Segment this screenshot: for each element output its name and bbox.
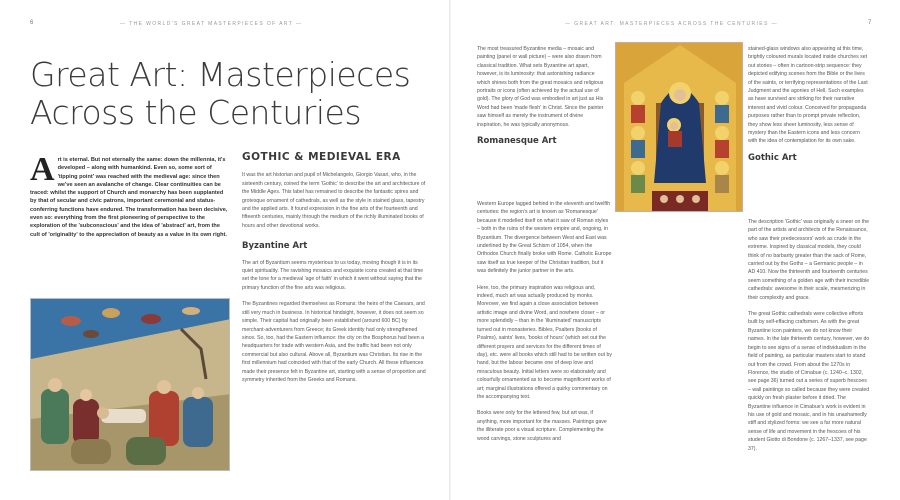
gothic-paragraph-2: The great Gothic cathedrals were collective efforts built by self-effacing craftsmen. As with the great Byzantine icon painters, we do not know their names. In the late thirteenth century, however, we do begin to see signs of a sense of individualism in the field of painting, as particular masters start to stand out from the crowd. From about the 1270s in Florence, the studio of Cimabue (c. 1240–c. 1302, see page 36) turned out a series of superb frescoes – wall paintings so called because they were created quickly on fresh plaster before it dried. The Byzantine influence in Cimabue's work is evident in his use of gold and mosaic, and in his unashamedly stiff and stylized forms: we see a far more natural sense of life and movement in the frescoes of his student Giotto di Bondone (c. 1267–1337, see page 37). <box>748 311 870 452</box>
gothic-medieval-paragraph: It was the art historian and pupil of Michelangelo, Giorgio Vasari, who, in the sixteenth century, coined the term 'Gothic' to describe the art and architecture of the Middle Ages. This label has remained to describe the fantastic spires and grotesque ornament of cathedrals, as well as the style in stained glass, tapestry and the applied arts. It found expression in the fine arts of the fourteenth and fifteenth centuries, mainly through the medium of the richly illuminated books of hours and other devotional works. <box>242 172 426 229</box>
byzantine-media-paragraph: The most treasured Byzantine media – mosaic and painting (panel or wall picture) – were also drawn from classical tradition. What sets Byzantine art apart, however, is its luminosity: that astonishing radiance which shines both from the great mosaics and religious portraits or icons (often achieved by the actual use of gold). The glory of God was embodied in art just as His Word had been 'made flesh' in Christ. Since the painter saw himself as merely the instrument of divine inspiration, he was typically anonymous. <box>477 46 604 128</box>
lamentation-painting-image <box>31 299 230 471</box>
section-heading-byzantine: Byzantine Art <box>242 241 308 252</box>
book-gutter <box>449 0 451 500</box>
page-title <box>30 56 430 132</box>
right-column-2-lower <box>624 218 870 461</box>
gothic-paragraph-1: The description 'Gothic' was originally a sneer on the part of the artists and architects of the Renaissance, who saw their predecessors' work as crude in the extreme. Inspired by classical models, they could think of no barbarity greater than the sack of Rome, carried out by the Goths – a Germanic people – in AD 410. Now the thirteenth and fourteenth centuries seem something of a golden age with their incredible cathedrals: awesome in their scale, mesmerizing in their complexity and grace. <box>748 219 870 301</box>
title-line-1: Great Art: Masterpieces <box>30 55 411 94</box>
section-heading-romanesque: Romanesque Art <box>477 136 557 147</box>
running-head-left: — THE WORLD'S GREAT MASTERPIECES OF ART — <box>120 21 303 27</box>
drop-cap: A <box>30 151 55 188</box>
lamentation-painting <box>30 298 230 471</box>
romanesque-paragraph-2: Here, too, the primary inspiration was religious and, indeed, much art was actually produced by monks. Moreover, we find again a close association between artistic image and divine Word, and nowhere closer – or more splendidly – than in the 'illuminated' manuscripts turned out in monasteries. Bibles, Psalters (books of Psalms), saints' lives, 'books of hours' (which set out the different prayers and services for the different times of day), etc. were all books which still had to be written out by hand, but the labour became one of deep love and miraculous beauty. Initial letters were so elaborately and colourfully ornamented as to become magnificent works of art; marginal illustrations offered a quirky commentary on the accompanying text. <box>477 284 612 400</box>
section-heading-gothic: Gothic Art <box>748 152 797 163</box>
byzantine-paragraph-2: The Byzantines regarded themselves as Romans: the heirs of the Caesars, and still very much in business. In historical hindsight, however, it does not seem so simple. Their capital had originally been established (around 600 BC) by merchant-adventurers from Greece; its Greek identity had only strengthened since. So, too, had the Eastern influence: the city on the Bosphorus had been a headquarters for trade with western Asia, and the traffic had been not only commercial but also cultural. Above all, Byzantium was Christian. Its rise in the first millennium had coincided with that of the early Church. All these influences made their presence felt in Byzantine art, starting with a sense of proportion and symmetry inherited from the Greeks and Romans. <box>242 301 426 383</box>
section-heading-gothic-medieval: GOTHIC & MEDIEVAL ERA <box>242 151 401 163</box>
page-number-left: 6 <box>30 20 34 26</box>
madonna-painting-image <box>616 43 743 212</box>
romanesque-paragraph-3: Books were only for the lettered few, but art was, if anything, more important for the masses. Paintings gave the illiterate poor a visual scripture. Complementing the wood carvings, stone sculptures and <box>477 410 607 442</box>
madonna-painting <box>615 42 743 212</box>
romanesque-paragraph-1: Western Europe lagged behind in the eleventh and twelfth centuries: the region's art is known as 'Romanesque' because it modelled itself on what it saw of Roman styles – both in the ruins of the western empire and, ongoing, in Byzantium. The divergence between West and East was underlined by the Great Schism of 1054, when the Orthodox Church finally broke with Rome. Catholic Europe saw itself as true keeper of the Christian tradition, but it was definitely the junior partner in the arts. <box>477 201 612 275</box>
title-line-2: Across the Centuries <box>30 93 362 132</box>
right-column-2 <box>748 45 870 170</box>
intro-text: rt is eternal. But not eternally the same: down the millennia, it's developed – along with humankind. Even so, some sort of 'tipping point' was reached with the medieval age: since then we've seen an avalanche of change. Clear continuities can be traced: whilst the support of Church and monarchy has been supplanted by that of secular and civic patrons, important ceremonial and status-conferring functions have endured. The transformation has been decisive, even so: everything from the first pioneering of perspective to the exploration of the 'subconscious' and the idea of 'abstract' art, from the cult of 'originality' to the appreciation of beauty as a value in its own right. <box>30 157 228 238</box>
byzantine-paragraph-1: The art of Byzantium seems mysterious to us today, moving though it is in its quiet spirituality. The ravishing mosaics and exquisite icons created at that time set the tone for a medieval 'age of faith' in which it went without saying that the primary function of the fine arts was religious. <box>242 259 424 291</box>
page-number-right: 7 <box>868 20 872 26</box>
right-column-1 <box>477 45 609 153</box>
running-head-right: — GREAT ART: MASTERPIECES ACROSS THE CENTURIES — <box>565 21 778 27</box>
murals-paragraph: stained-glass windows also appearing at this time, brightly coloured murals located inside churches set out stories – often in cartoon-strip sequence: they depicted edifying scenes from the Bible or the lives of the saints, or terrifying representations of the Last Judgment and the agonies of Hell. Such examples as have survived are striking for their narrative interest and vivid colour. Conceived for propaganda purposes rather than to prompt private reflection, they show less sheer luminosity, less sense of mystery than the Eastern icons and less concern with the idea of contemplation for its own sake. <box>748 46 868 145</box>
left-column-2 <box>242 153 430 392</box>
intro-paragraph <box>30 151 230 239</box>
